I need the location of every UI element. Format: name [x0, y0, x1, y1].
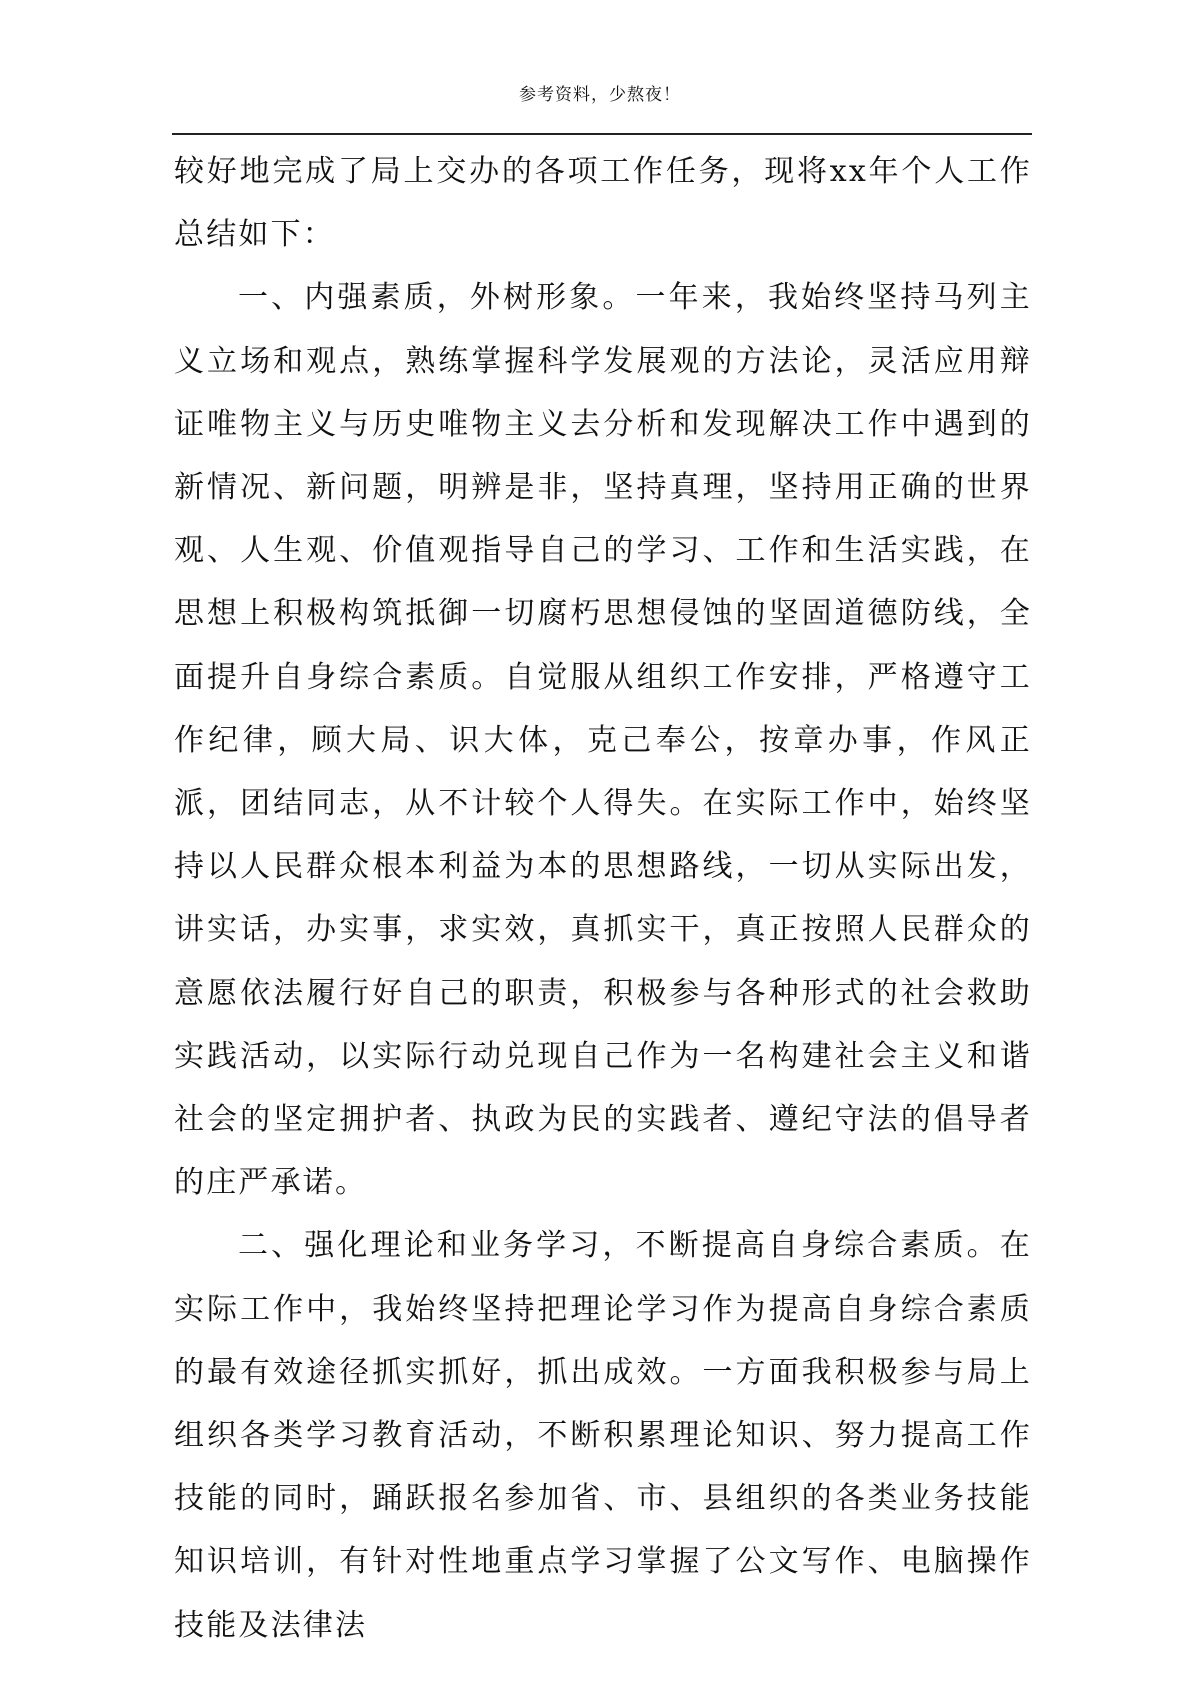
- page-header: 参考资料，少熬夜！: [519, 85, 681, 105]
- paragraph-continuation: 较好地完成了局上交办的各项工作任务，现将xx年个人工作总结如下：: [174, 154, 1032, 253]
- paragraph-section-one: 一、内强素质，外树形象。一年来，我始终坚持马列主义立场和观点，熟练掌握科学发展观的方法论，灵活应用辩证唯物主义与历史唯物主义去分析和发现解决工作中遇到的新情况、新问题，明辨是非，坚持真理，坚持用正确的世界观、人生观、价值观指导自己的学习、工作和生活实践，在思想上积极构筑抵御一切腐朽思想侵蚀的坚固道德防线，全面提升自身综合素质。自觉服从组织工作安排，严格遵守工作纪律，顾大局、识大体，克己奉公，按章办事，作风正派，团结同志，从不计较个人得失。在实际工作中，始终坚持以人民群众根本利益为本的思想路线，一切从实际出发，讲实话，办实事，求实效，真抓实干，真正按照人民群众的意愿依法履行好自己的职责，积极参与各种形式的社会救助实践活动，以实际行动兑现自己作为一名构建社会主义和谐社会的坚定拥护者、执政为民的实践者、遵纪守法的倡导者的庄严承诺。: [174, 280, 1032, 1201]
- header-divider: [172, 133, 1032, 135]
- document-body: [174, 140, 1032, 1657]
- paragraph-section-two: 二、强化理论和业务学习，不断提高自身综合素质。在实际工作中，我始终坚持把理论学习作为提高自身综合素质的最有效途径抓实抓好，抓出成效。一方面我积极参与局上组织各类学习教育活动，不断积累理论知识、努力提高工作技能的同时，踊跃报名参加省、市、县组织的各类业务技能知识培训，有针对性地重点学习掌握了公文写作、电脑操作技能及法律法: [174, 1228, 1032, 1643]
